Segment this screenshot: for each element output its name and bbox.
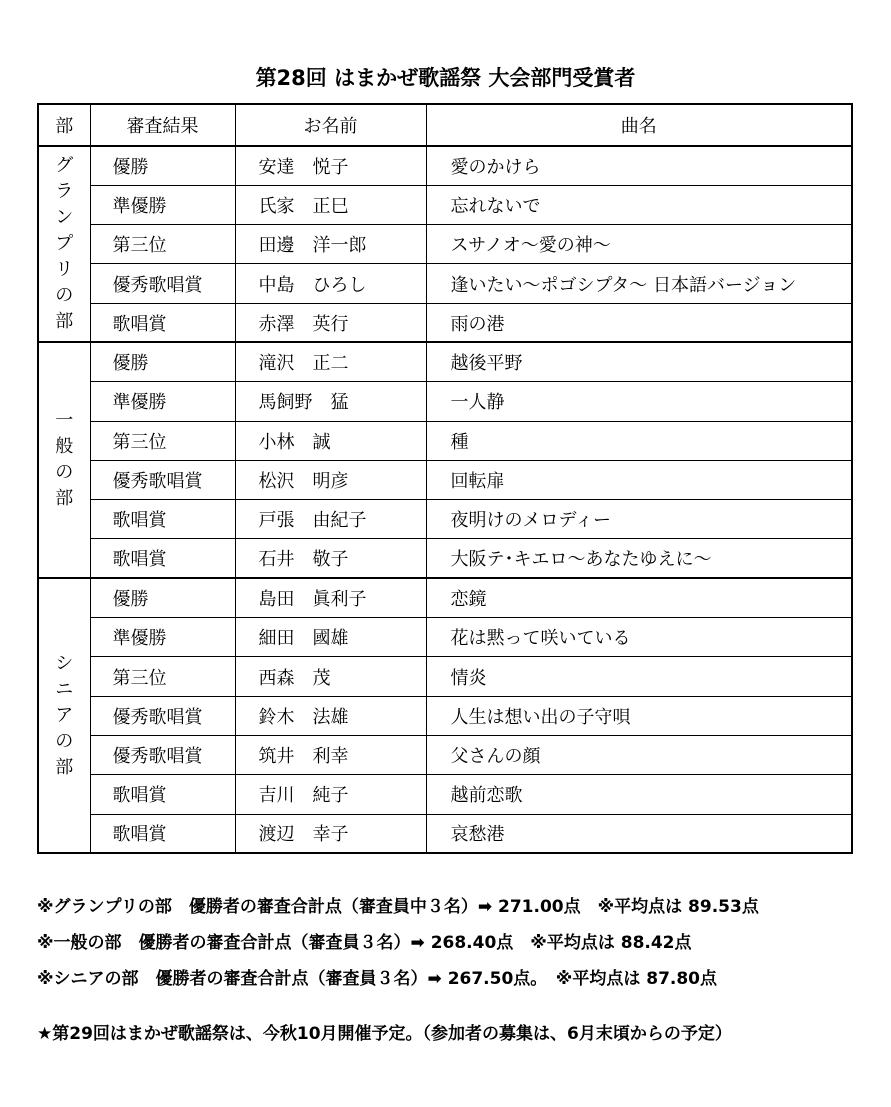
winner-name-cell: 筑井 利幸 [235,735,426,774]
winner-name-cell: 渡辺 幸子 [235,814,426,853]
table-row [38,578,852,617]
note-senior: ※シニアの部 優勝者の審査合計点（審査員３名）➡ 267.50点。 ※平均点は 87.80点 [37,969,718,989]
award-cell: 優勝 [90,342,235,381]
award-cell: 優秀歌唱賞 [90,735,235,774]
winner-name-cell: 島田 眞利子 [235,578,426,617]
winner-name-cell: 田邊 洋一郎 [235,225,426,264]
winner-name-cell: 西森 茂 [235,657,426,696]
division-label: 一般の部 [55,410,74,510]
song-title-cell: 哀愁港 [426,814,852,853]
division-group [38,578,852,853]
table-row [38,303,852,342]
award-cell: 準優勝 [90,185,235,224]
note-grandprix: ※グランプリの部 優勝者の審査合計点（審査員中３名）➡ 271.00点 ※平均点は 89.53点 [37,897,759,917]
song-title-cell: 逢いたい～ポゴシプタ～ 日本語バージョン [426,264,852,303]
table-row [38,264,852,303]
division-label-cell [38,342,90,578]
table-row [38,775,852,814]
award-cell: 優勝 [90,578,235,617]
winner-name-cell: 滝沢 正二 [235,342,426,381]
table-row [38,382,852,421]
winner-name-cell: 戸張 由紀子 [235,500,426,539]
table-row [38,814,852,853]
winner-name-cell: 馬飼野 猛 [235,382,426,421]
song-title-cell: 忘れないで [426,185,852,224]
header-song: 曲名 [426,104,852,146]
award-cell: 第三位 [90,225,235,264]
table-row [38,618,852,657]
table-row [38,421,852,460]
header-name: お名前 [235,104,426,146]
division-label: シニアの部 [55,652,74,778]
award-cell: 優秀歌唱賞 [90,460,235,499]
table-row [38,696,852,735]
footer-announcement: ★第29回はまかぜ歌謡祭は、今秋10月開催予定。（参加者の募集は、6月末頃からの予定） [37,1024,732,1044]
notes [37,894,877,1002]
song-title-cell: 父さんの顔 [426,735,852,774]
header-result: 審査結果 [90,104,235,146]
award-cell: 第三位 [90,657,235,696]
winner-name-cell: 氏家 正巳 [235,185,426,224]
winner-name-cell: 吉川 純子 [235,775,426,814]
song-title-cell: 夜明けのメロディー [426,500,852,539]
award-cell: 準優勝 [90,618,235,657]
song-title-cell: 越前恋歌 [426,775,852,814]
song-title-cell: スサノオ～愛の神～ [426,225,852,264]
award-cell: 歌唱賞 [90,814,235,853]
winner-name-cell: 中島 ひろし [235,264,426,303]
note-general: ※一般の部 優勝者の審査合計点（審査員３名）➡ 268.40点 ※平均点は 88.42点 [37,933,692,953]
song-title-cell: 大阪テ･キエロ～あなたゆえに～ [426,539,852,578]
song-title-cell: 情炎 [426,657,852,696]
table-row [38,735,852,774]
song-title-cell: 恋鏡 [426,578,852,617]
results-table [37,103,853,854]
song-title-cell: 花は黙って咲いている [426,618,852,657]
division-label: グランプリの部 [55,155,74,333]
song-title-cell: 人生は想い出の子守唄 [426,696,852,735]
division-label-cell [38,146,90,342]
winner-name-cell: 赤澤 英行 [235,303,426,342]
award-cell: 歌唱賞 [90,775,235,814]
song-title-cell: 雨の港 [426,303,852,342]
table-row [38,225,852,264]
header-division: 部 [38,104,90,146]
song-title-cell: 回転扉 [426,460,852,499]
winner-name-cell: 小林 誠 [235,421,426,460]
table-row [38,539,852,578]
award-cell: 優秀歌唱賞 [90,264,235,303]
award-cell: 歌唱賞 [90,500,235,539]
page-title: 第28回 はまかぜ歌謡祭 大会部門受賞者 [255,66,636,90]
table-row [38,146,852,185]
table-row [38,500,852,539]
song-title-cell: 愛のかけら [426,146,852,185]
award-cell: 準優勝 [90,382,235,421]
award-cell: 歌唱賞 [90,539,235,578]
table-row [38,657,852,696]
winner-name-cell: 鈴木 法雄 [235,696,426,735]
division-group [38,342,852,578]
winner-name-cell: 安達 悦子 [235,146,426,185]
winner-name-cell: 石井 敬子 [235,539,426,578]
table-header-row [38,104,852,146]
song-title-cell: 越後平野 [426,342,852,381]
table-row [38,185,852,224]
table-row [38,342,852,381]
award-cell: 歌唱賞 [90,303,235,342]
table-row [38,460,852,499]
winner-name-cell: 松沢 明彦 [235,460,426,499]
division-group [38,146,852,342]
winner-name-cell: 細田 國雄 [235,618,426,657]
award-cell: 第三位 [90,421,235,460]
division-label-cell [38,578,90,853]
award-cell: 優勝 [90,146,235,185]
song-title-cell: 一人静 [426,382,852,421]
award-cell: 優秀歌唱賞 [90,696,235,735]
song-title-cell: 種 [426,421,852,460]
